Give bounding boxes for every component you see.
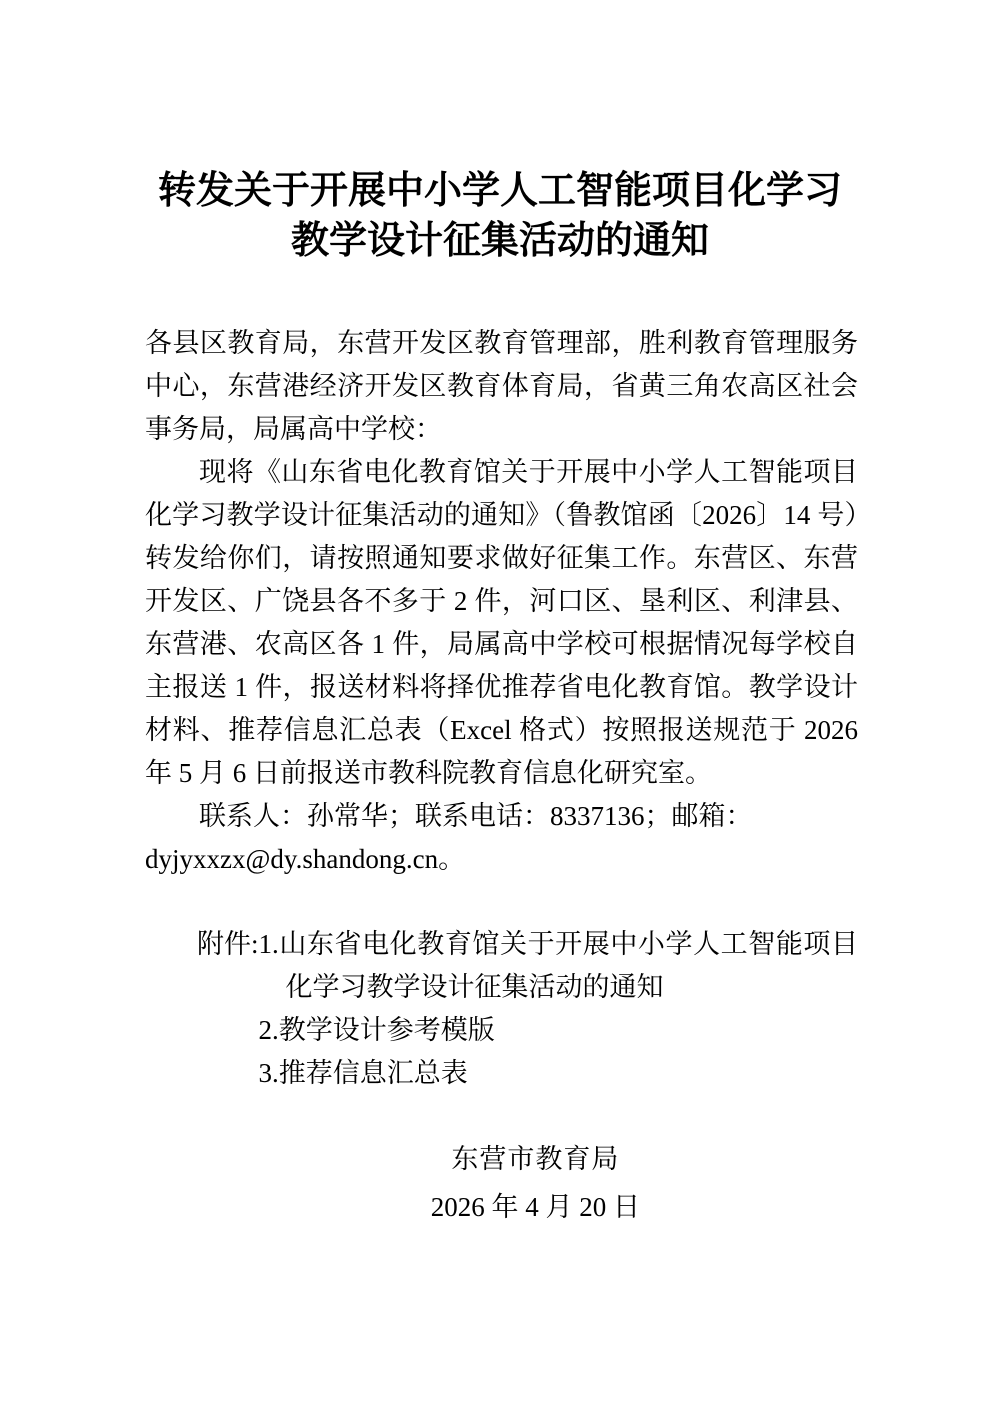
attachments-block [145,923,858,1095]
recipients-paragraph: 各县区教育局，东营开发区教育管理部，胜利教育管理服务中心，东营港经济开发区教育体育局，省黄三角农高区社会事务局，局属高中学校： [145,328,858,444]
signature-block [431,1135,640,1231]
attachments-list [259,923,858,1095]
attachment-item-1: 1.山东省电化教育馆关于开展中小学人工智能项目化学习教学设计征集活动的通知 [258,929,858,1002]
issue-date: 2026 年 4 月 20 日 [430,1192,640,1222]
issuer-name: 东营市教育局 [451,1144,620,1174]
document-title [0,166,1000,266]
attachment-item-3: 3.推荐信息汇总表 [258,1058,468,1088]
contact-paragraph: 联系人：孙常华；联系电话：8337136；邮箱：dyjyxxzx@dy.shandong.cn。 [145,801,753,874]
document-title-line2: 教学设计征集活动的通知 [290,220,709,262]
attachments-label: 附件: [197,929,259,959]
document-body [0,322,1000,1231]
main-paragraph: 现将《山东省电化教育馆关于开展中小学人工智能项目化学习教学设计征集活动的通知》（鲁教馆函〔2026〕14 号）转发给你们，请按照通知要求做好征集工作。东营区、东营开发区、广饶县各不多于 2 件，河口区、垦利区、利津县、东营港、农高区各 1 件，局属高中学校可根据情况每学校自主报送 1 件，报送材料将择优推荐省电化教育馆。教学设计材料、推荐信息汇总表（Excel 格式）按照报送规范于 2026 年 5 月 6 日前报送市教科院教育信息化研究室。 [145,457,858,788]
attachment-item-2: 2.教学设计参考模版 [258,1015,495,1045]
document-title-line1: 转发关于开展中小学人工智能项目化学习 [157,170,842,212]
